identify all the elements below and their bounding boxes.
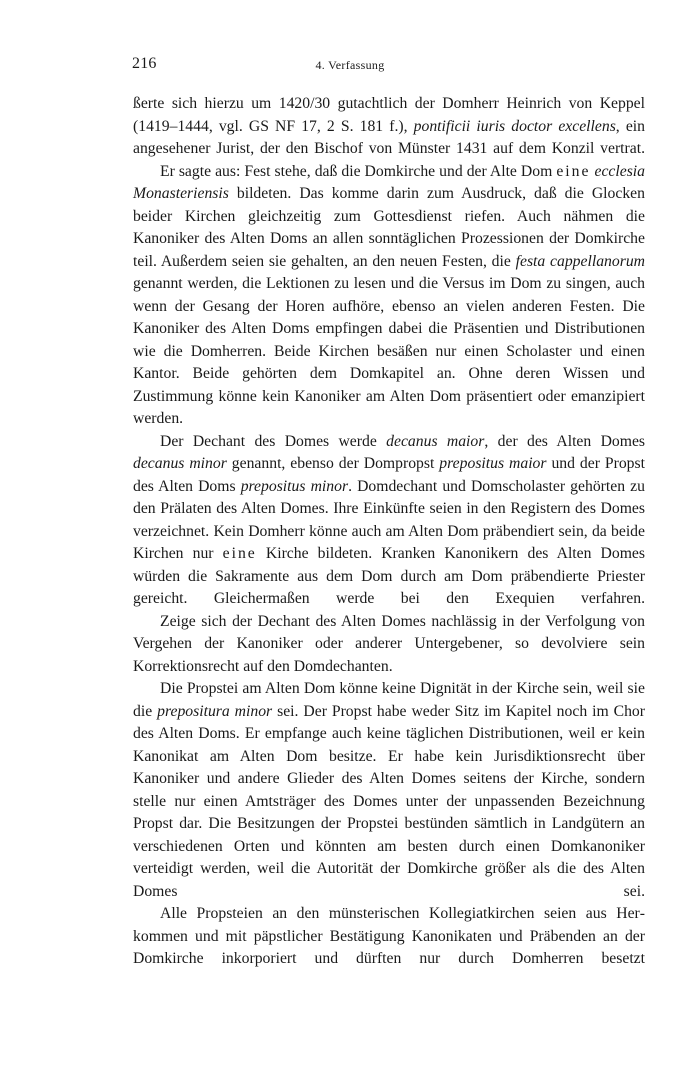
page-number: 216 [132,55,157,72]
latin-term: festa cappellanorum [515,252,645,270]
running-head: 4. Verfassung [315,58,385,72]
latin-term: pontificii iuris doctor excellens [413,117,616,135]
body-text [133,93,645,971]
text-run: Kirche bildeten. Kranken Kanonikern des Alten Domes würden die Sakramente aus dem Dom durch am Dom präbendierte Priester gereicht. Gleichermaßen werde bei den Exequien verfahren. [133,545,646,607]
latin-term: decanus maior [386,432,485,450]
text-run: Alle Propsteien an den münsterischen Kollegiatkirchen seien aus Herkommen und mit päpstlicher Bestätigung Kanonikaten und Präbenden an der Domkirche inkorporiert und dürften nur durch Domherren besetzt [133,905,645,967]
latin-term: prepositus maior [439,455,547,472]
latin-term: ecclesia Monasteriensis [133,162,646,202]
emphasis-spaced: eine [556,162,591,180]
text-run: , ein angesehener Jurist, der den Bischof von Münster 1431 auf dem Konzil vertrat. [133,117,645,157]
paragraph [133,611,645,679]
text-run: sei. Der Propst habe weder Sitz im Kapitel noch im Chor des Alten Doms. Er empfange auch keine täglichen Distributionen, weil er kein Kanonikat am Alten Dom besitze. Er habe kein Jurisdiktionsrecht über Kanoniker und andere Glieder des Alten Domes seitens der Kirche, sondern stelle nur einen Amtsträger des Domes unter der unpassenden Bezeichnung Propst dar. Die Besitzungen der Propstei bestünden sämtlich in Landgütern an verschiedenen Orten und könnten am besten durch einen Domkanoniker verteidigt werden, weil die Autorität der Domkirche größer als die des Alten Domes sei. [133,702,645,900]
latin-term: prepositura minor [157,702,273,720]
text-run: Die Propstei am Alten Dom könne keine Dignität in der Kirche sein, weil sie die [133,680,645,720]
latin-term: prepositus minor [240,477,349,495]
text-run: Er sagte aus: Fest stehe, daß die Domkirche und der Alte Dom [160,162,557,180]
text-run: bildeten. Das komme darin zum Ausdruck, daß die Glocken beider Kirchen gleichzeitig zum Gottesdienst riefen. Auch nähmen die Kanoniker des Alten Doms an allen sonntäglichen Prozessionen der Domkirche teil. Außerdem seien sie gehalten, an den neuen Festen, die [133,185,645,270]
text-run: genannt werden, die Lektionen zu lesen und die Versus im Dom zu singen, auch wenn der Gesang der Horen aufhöre, ebenso an vielen anderen Festen. Die Kanoniker des Alten Doms empfingen dabei die Präsentien und Distributionen wie die Domherren. Beide Kirchen besäßen nur einen Scholaster und einen Kantor. Beide gehörten dem Domkapitel an. Ohne deren Wissen und Zustimmung könne kein Kanoniker am Alten Dom präsentiert oder emanzipiert werden. [133,275,645,427]
text-run: ßerte sich hierzu um 1420/30 gutachtlich der Domherr Heinrich von Keppel (1419–1444, vgl. GS NF 17, 2 S. 181 f.), [133,95,645,135]
text-run: genannt, ebenso der Dompropst [226,455,440,472]
paragraph [133,903,645,971]
paragraph [133,431,645,611]
text-run: und der Propst des Alten Doms [133,455,645,495]
paragraph [133,93,645,161]
text-run: Der Dechant des Domes werde [160,432,387,450]
paragraph [133,161,645,431]
text-run: Zeige sich der Dechant des Alten Domes nachlässig in der Verfolgung von Vergehen der Kanoniker oder anderer Untergebener, so devolviere sein Korrektionsrecht auf den Domdechanten. [133,612,645,675]
emphasis-spaced: eine [222,545,257,562]
paragraph [133,678,645,903]
text-run: . Domdechant und Domscholaster gehörten zu den Prälaten des Alten Domes. Ihre Einkünfte seien in den Registern des Domes verzeichnet. Kein Domherr könne auch am Alten Dom präbendiert sein, da beide Kirchen nur [133,477,645,562]
latin-term: decanus minor [133,455,227,472]
text-run: , der des Alten Domes [484,432,646,450]
